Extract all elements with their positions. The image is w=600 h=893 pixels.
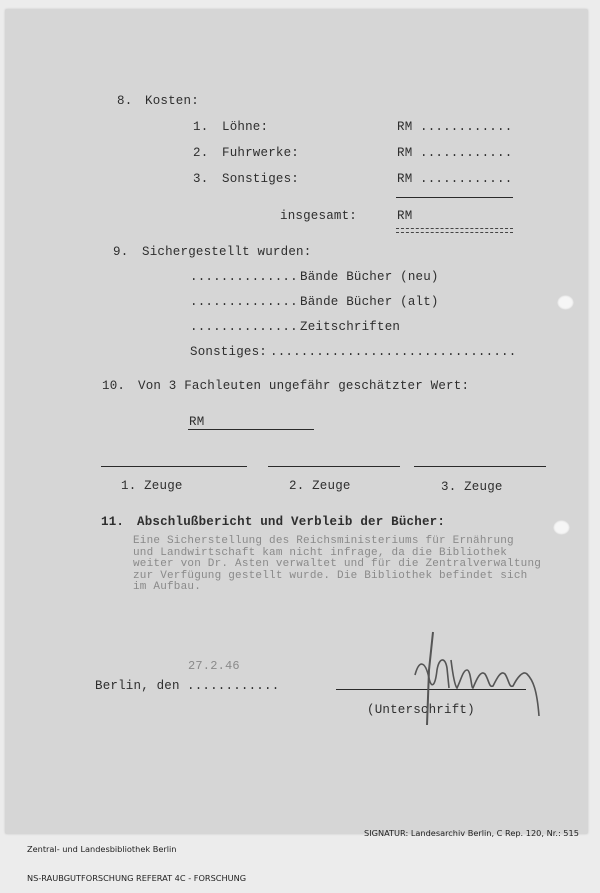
section11-body-line: im Aufbau. bbox=[133, 581, 202, 593]
secured-item-1-dots[interactable]: .............. bbox=[190, 270, 298, 284]
cost-item-3-number: 3. bbox=[193, 172, 209, 186]
footer-institution-line1: Zentral- und Landesbibliothek Berlin bbox=[27, 844, 177, 854]
cost-item-2-value[interactable]: ............ bbox=[420, 146, 513, 160]
cost-item-1-value[interactable]: ............ bbox=[420, 120, 513, 134]
cost-item-1-label: Löhne: bbox=[222, 120, 269, 134]
cost-item-2-currency: RM bbox=[397, 146, 413, 160]
secured-item-3-label: Zeitschriften bbox=[300, 320, 401, 334]
secured-other-label: Sonstiges: bbox=[190, 345, 268, 359]
section11-body bbox=[133, 536, 541, 594]
punch-hole-top bbox=[557, 295, 574, 310]
cost-item-2-label: Fuhrwerke: bbox=[222, 146, 300, 160]
section11-body-line: weiter von Dr. Asten verwaltet und für die Zentralverwaltung bbox=[133, 558, 542, 570]
footer-institution bbox=[27, 826, 246, 893]
secured-item-2-dots[interactable]: .............. bbox=[190, 295, 298, 309]
section10-heading: Von 3 Fachleuten ungefähr geschätzter Wert: bbox=[138, 379, 470, 393]
witness-2-line[interactable] bbox=[268, 466, 400, 467]
section11-body-line: zur Verfügung gestellt wurde. Die Bibliothek befindet sich bbox=[133, 569, 528, 582]
date-dots[interactable]: ............ bbox=[187, 679, 280, 693]
date-value: 27.2.46 bbox=[188, 659, 240, 673]
cost-item-3-currency: RM bbox=[397, 172, 413, 186]
section9-number: 9. bbox=[113, 245, 129, 259]
secured-item-2-label: Bände Bücher (alt) bbox=[300, 295, 439, 309]
secured-item-3-dots[interactable]: .............. bbox=[190, 320, 298, 334]
cost-item-1-currency: RM bbox=[397, 120, 413, 134]
total-currency: RM bbox=[397, 209, 413, 223]
estimated-value-currency: RM bbox=[189, 415, 205, 429]
cost-item-1-number: 1. bbox=[193, 120, 209, 134]
footer-institution-line2: NS-RAUBGUTFORSCHUNG REFERAT 4C - FORSCHUNG bbox=[27, 872, 247, 883]
total-double-underline bbox=[396, 228, 513, 233]
place-label: Berlin, den bbox=[95, 679, 180, 693]
subtotal-line bbox=[396, 197, 513, 198]
punch-hole-bottom bbox=[553, 520, 570, 535]
witness-3-line[interactable] bbox=[414, 466, 546, 467]
handwritten-signature-icon bbox=[405, 630, 545, 740]
section11-heading: Abschlußbericht und Verbleib der Bücher: bbox=[137, 515, 446, 529]
section8-number: 8. bbox=[117, 94, 133, 108]
witness-3-label: 3. Zeuge bbox=[441, 480, 503, 494]
cost-item-3-label: Sonstiges: bbox=[222, 172, 300, 186]
cost-item-2-number: 2. bbox=[193, 146, 209, 160]
witness-1-label: 1. Zeuge bbox=[121, 479, 183, 493]
witness-1-line[interactable] bbox=[101, 466, 247, 467]
signature-caption: (Unterschrift) bbox=[367, 703, 475, 717]
section10-number: 10. bbox=[102, 379, 126, 393]
total-label: insgesamt: bbox=[280, 209, 358, 223]
witness-2-label: 2. Zeuge bbox=[289, 479, 351, 493]
cost-item-3-value[interactable]: ............ bbox=[420, 172, 513, 186]
section11-body-line: Eine Sicherstellung des Reichsministeriums für Ernährung bbox=[133, 535, 514, 547]
section8-heading: Kosten: bbox=[145, 94, 199, 108]
section11-number: 11. bbox=[101, 515, 125, 529]
section11-body-line: und Landwirtschaft kam nicht infrage, da die Bibliothek bbox=[133, 546, 508, 559]
estimated-value-line[interactable] bbox=[188, 429, 314, 430]
secured-other-value[interactable]: ................................ bbox=[270, 345, 517, 359]
footer-signature-ref: SIGNATUR: Landesarchiv Berlin, C Rep. 120, Nr.: 515 bbox=[364, 828, 579, 838]
section9-heading: Sichergestellt wurden: bbox=[142, 245, 312, 259]
secured-item-1-label: Bände Bücher (neu) bbox=[300, 270, 439, 284]
